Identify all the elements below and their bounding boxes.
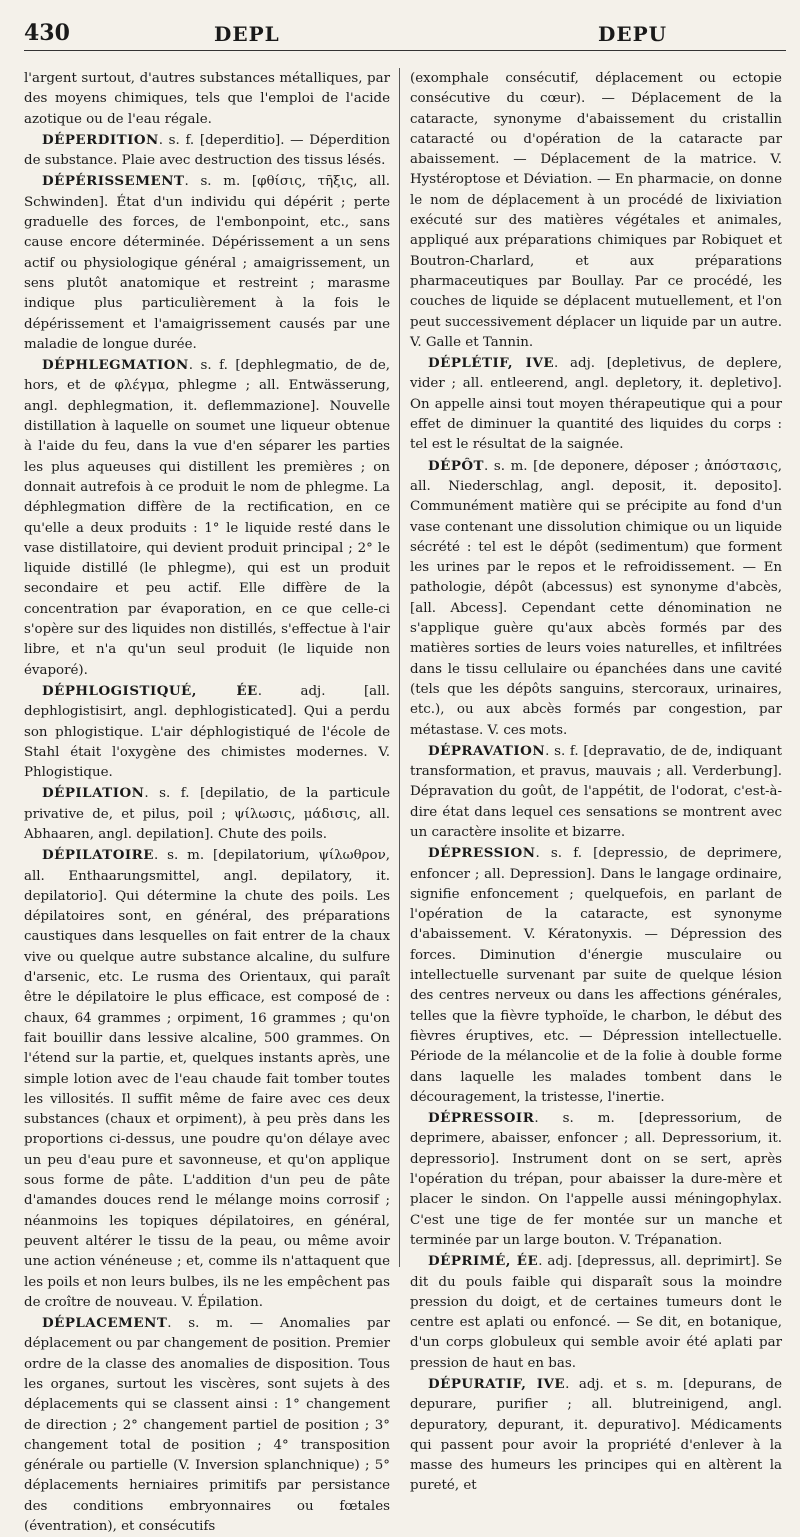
entry-headword: DÉPRAVATION: [428, 743, 545, 759]
column-divider: [399, 68, 400, 1267]
entry-headword: DÉPLACEMENT: [42, 1315, 167, 1331]
entry: [24, 1313, 390, 1537]
entry: [24, 681, 390, 783]
entry-text: . s. f. [dephlegmatio, de de, hors, et de φλέγμα, phlegme ; all. Entwässerung, angl. dephlegmation, it. deflemmazione]. Nouvelle distillation à laquelle on soumet une liqueur obtenue à l'aide du feu, dans la vue d'en séparer les parties les plus aqueuses qui distillent les premières ; on donnait autrefois à ce produit le nom de phlegme. La déphlegmation diffère de la rectification, en ce qu'elle a deux produits : 1° le liquide resté dans le vase distillatoire, qui devient produit principal ; 2° le liquide distillé (le phlegme), qui est un produit secondaire et peu actif. Elle diffère de la concentration par évaporation, en ce que celle-ci s'opère sur des liquides non distillés, s'effectue à l'air libre, et n'a qu'un seul produit (le liquide non évaporé).: [24, 358, 390, 677]
entry-text: . adj. [depletivus, de deplere, vider ; all. entleerend, angl. depletory, it. depletivo]. On appelle ainsi tout moyen thérapeutique qui a pour effet de diminuer la quantité des liquides du corps : tel est le résultat de la saignée.: [410, 356, 782, 452]
entry-text: . s. f. [depravatio, de de, indiquant transformation, et pravus, mauvais ; all. Verderbung]. Dépravation du goût, de l'appétit, de l'odorat, c'est-à-dire état dans lequel ces sensations se montrent avec un caractère insolite et bizarre.: [410, 744, 782, 840]
entry-headword: DÉPURATIF, IVE: [428, 1376, 565, 1392]
entry: [410, 1108, 782, 1251]
entry-text: l'argent surtout, d'autres substances métalliques, par des moyens chimiques, tels que l'emploi de l'acide azotique ou de l'eau régale.: [24, 71, 390, 127]
left-column: [24, 68, 390, 1537]
entry-text: . s. m. [φθίσις, τῆξις, all. Schwinden]. État d'un individu qui dépérit ; perte graduelle des forces, de l'embonpoint, etc., sans cause encore déterminée. Dépérissement a un sens actif ou physiologique général ; amaigrissement, un sens plutôt anatomique et restreint ; marasme indique plus particulièrement à la fois le dépérissement et l'amaigrissement causés par une maladie de longue durée.: [24, 174, 390, 351]
right-running-head: DEPU: [598, 22, 667, 46]
entry-headword: DÉPERDITION: [42, 132, 159, 148]
entry-text: . s. m. — Anomalies par déplacement ou par changement de position. Premier ordre de la classe des anomalies de disposition. Tous les organes, surtout les viscères, sont sujets à des déplacements qui se classent ainsi : 1° changement de direction ; 2° changement partiel de position ; 3° changement total de position ; 4° transposition générale ou partielle (V. Inversion splanchnique) ; 5° déplacements herniaires primitifs par persistance des conditions embryonnaires ou fœtales (éventration), et consécutifs: [24, 1316, 390, 1534]
entry-headword: DÉPRIMÉ, ÉE: [428, 1253, 538, 1269]
entry-text: . s. f. [deperditio]. — Déperdition de substance. Plaie avec destruction des tissus lésés.: [24, 133, 390, 168]
text-columns: [24, 68, 786, 1267]
entry: [410, 456, 782, 741]
entry-headword: DÉPILATION: [42, 785, 144, 801]
entry: [410, 741, 782, 843]
entry-headword: DÉPILATOIRE: [42, 847, 154, 863]
entry-headword: DÉPLÉTIF, IVE: [428, 355, 554, 371]
entry: [24, 783, 390, 845]
entry-text: . s. m. [depilatorium, ψίλωθρον, all. Enthaarungsmittel, angl. depilatory, it. depilatorio]. Qui détermine la chute des poils. Les dépilatoires sont, en général, des préparations caustiques dans lesquelles on fait entrer de la chaux vive ou quelque autre substance alcaline, du sulfure d'arsenic, etc. Le rusma des Orientaux, qui paraît être le dépilatoire le plus efficace, est composé de : chaux, 64 grammes ; orpiment, 16 grammes ; qu'on fait bouillir dans lessive alcaline, 500 grammes. On l'étend sur la partie, et, quelques instants après, une simple lotion avec de l'eau chaude fait tomber toutes les villosités. Il suffit même de faire avec ces deux substances (chaux et orpiment), à peu près dans les proportions ci-dessus, une poudre qu'on délaye avec un peu d'eau pure et savonneuse, et qu'on applique sous forme de pâte. L'addition d'un peu de pâte d'amandes douces rend le mélange moins corrosif ; néanmoins les topiques dépilatoires, en général, peuvent altérer le tissu de la peau, ou même avoir une action vénéneuse ; et, comme ils n'attaquent que les poils et non leurs bulbes, ils ne les empêchent pas de croître de nouveau. V. Épilation.: [24, 848, 390, 1310]
entry-text: . s. f. [depilatio, de la particule privative de, et pilus, poil ; ψίλωσις, μάδισις, all. Abhaaren, angl. depilation]. Chute des poils.: [24, 786, 390, 842]
entry-text: . s. f. [depressio, de deprimere, enfoncer ; all. Depression]. Dans le langage ordinaire, signifie enfoncement ; quelquefois, en parlant de l'opération de la cataracte, est synonyme d'abaissement. V. Kératonyxis. — Dépression des forces. Diminution d'énergie musculaire ou intellectuelle survenant par suite de quelque lésion des centres nerveux ou dans les affections générales, telles que la fièvre typhoïde, le charbon, le début des fièvres éruptives, etc. — Dépression intellectuelle. Période de la mélancolie et de la folie à double forme dans laquelle les malades tombent dans le découragement, la tristesse, l'inertie.: [410, 846, 782, 1105]
running-header: [24, 12, 786, 51]
entry-text: (exomphale consécutif, déplacement ou ectopie consécutive du cœur). — Déplacement de la cataracte, synonyme d'abaissement du cristallin cataracté ou d'opération de la cataracte par abaissement. — Déplacement de la matrice. V. Hystéroptose et Déviation. — En pharmacie, on donne le nom de déplacement à un procédé de lixiviation exécuté sur des matières végétales et animales, appliqué aux préparations chimiques par Robiquet et Boutron-Charlard, et aux préparations pharmaceutiques par Boullay. Par ce procédé, les couches de liquide se déplacent mutuellement, et l'on peut successivement déplacer un liquide par un autre. V. Galle et Tannin.: [410, 71, 782, 350]
right-column: [410, 68, 782, 1497]
entry: [24, 68, 390, 130]
entry-headword: DÉPÉRISSEMENT: [42, 173, 184, 189]
entry: [24, 355, 390, 681]
entry-headword: DÉPRESSION: [428, 845, 535, 861]
entry: [24, 845, 390, 1313]
entry-text: . adj. [depressus, all. deprimirt]. Se dit du pouls faible qui disparaît sous la moindre pression du doigt, et de certaines tumeurs dont le centre est aplati ou enfoncé. — Se dit, en botanique, d'un corps globuleux qui semble avoir été aplati par pression de haut en bas.: [410, 1254, 782, 1370]
entry-headword: DÉPHLEGMATION: [42, 357, 189, 373]
entry-headword: DÉPRESSOIR: [428, 1110, 534, 1126]
entry-headword: DÉPÔT: [428, 458, 484, 474]
entry-text: . s. m. [depressorium, de deprimere, abaisser, enfoncer ; all. Depressorium, it. depressorio]. Instrument dont on se sert, après l'opération du trépan, pour abaisser la dure-mère et placer le sindon. On l'appelle aussi méningophylax. C'est une tige de fer montée sur un manche et terminée par un large bouton. V. Trépanation.: [410, 1111, 782, 1248]
entry-text: . adj. [all. dephlogistisirt, angl. dephlogisticated]. Qui a perdu son phlogistique. L'air déphlogistiqué de l'école de Stahl était l'oxygène des chimistes modernes. V. Phlogistique.: [24, 684, 390, 780]
entry: [410, 68, 782, 353]
entry: [410, 1251, 782, 1374]
entry: [24, 171, 390, 355]
entry: [410, 1374, 782, 1497]
entry: [410, 843, 782, 1108]
left-running-head: DEPL: [214, 22, 280, 46]
entry: [24, 130, 390, 172]
entry: [410, 353, 782, 455]
entry-text: . adj. et s. m. [depurans, de depurare, purifier ; all. blutreinigend, angl. depuratory, depurant, it. depurativo]. Médicaments qui passent pour avoir la propriété d'enlever à la masse des humeurs les principes qui en altèrent la pureté, et: [410, 1377, 782, 1493]
page-number: 430: [24, 20, 70, 46]
entry-text: . s. m. [de deponere, déposer ; ἀπόστασις, all. Niederschlag, angl. deposit, it. deposito]. Communément matière qui se précipite au fond d'un vase contenant une dissolution chimique ou un liquide sécrété : tel est le dépôt (sedimentum) que forment les urines par le repos et le refroidissement. — En pathologie, dépôt (abcessus) est synonyme d'abcès, [all. Abcess]. Cependant cette dénomination ne s'applique guère qu'aux abcès formés par des matières sorties de leurs voies naturelles, et infiltrées dans le tissu cellulaire ou épanchées dans une cavité (tels que les dépôts sanguins, stercoraux, urinaires, etc.), ou aux abcès formés par congestion, par métastase. V. ces mots.: [410, 459, 782, 738]
entry-headword: DÉPHLOGISTIQUÉ, ÉE: [42, 683, 258, 699]
